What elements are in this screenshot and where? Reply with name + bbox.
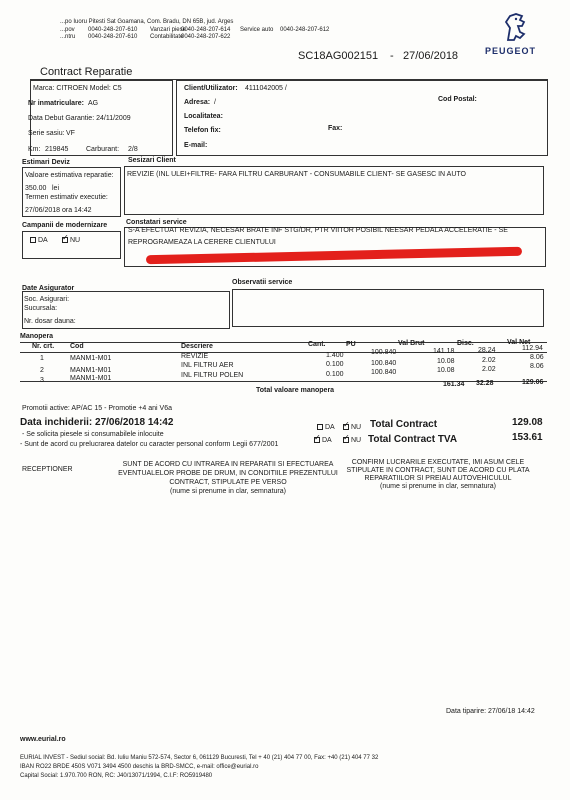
manopera-row3-cod: MANM1-M01 bbox=[70, 375, 112, 382]
manopera-header-pu: PU bbox=[346, 341, 356, 348]
manopera-total-disc: 32.28 bbox=[476, 380, 494, 387]
header-phone-2b: 0040-248-207-622 bbox=[181, 34, 231, 40]
manopera-total-brut: 161.34 bbox=[443, 381, 465, 388]
acord-reparatii-line1: SUNT DE ACORD CU INTRAREA IN REPARATII SI EFECTUAREA bbox=[122, 461, 334, 468]
client-localitatea-label: Localitatea: bbox=[184, 113, 223, 120]
page-title: Contract Reparatie bbox=[40, 66, 133, 78]
acord-da[interactable]: ✓DA bbox=[314, 437, 332, 445]
manopera-row2-disc: 2.02 bbox=[482, 357, 496, 364]
total-contract-value: 129.08 bbox=[512, 417, 543, 428]
header-phone-2a: 0040-248-207-614 bbox=[181, 27, 231, 33]
manopera-row1-disc: 28.24 bbox=[478, 347, 496, 354]
vehicle-serie-value: VF bbox=[66, 130, 75, 137]
document-number: SC18AG002151 bbox=[298, 50, 379, 62]
manopera-header-valnet: Val Net bbox=[507, 339, 531, 346]
client-id-value: 4111042005 / bbox=[245, 85, 287, 92]
vehicle-nr-label: Nr inmatriculare: bbox=[28, 100, 85, 107]
manopera-row1-desc: REVIZIE bbox=[181, 353, 209, 360]
document-number-sep: - bbox=[390, 50, 394, 62]
manopera-row1-nr: 1 bbox=[40, 355, 44, 362]
manopera-row2-desc: INL FILTRU AER bbox=[181, 362, 234, 369]
sesizari-text: REVIZIE (INL ULEI+FILTRE- FARA FILTRU CARBURANT - CONSUMABILE CLIENT- SE GASESC IN AUTO bbox=[127, 171, 466, 178]
manopera-header-cant: Cant. bbox=[308, 341, 326, 348]
vehicle-km-value: 219845 bbox=[45, 146, 69, 153]
vehicle-carburant-label: Carburant: bbox=[86, 146, 120, 153]
manopera-row1-brut: 141.18 bbox=[433, 348, 455, 355]
estimare-title: Estimari Deviz bbox=[22, 159, 70, 166]
constatari-title: Constatari service bbox=[126, 219, 187, 226]
data-inchiderii: Data inchiderii: 27/06/2018 14:42 bbox=[20, 417, 174, 428]
header-mid-label-2: Contabilitate bbox=[150, 34, 184, 40]
document-date: 27/06/2018 bbox=[403, 50, 459, 62]
company-line1: EURIAL INVEST - Sediul social: Bd. Iuliu Maniu 572-574, Sector 6, 061129 Bucuresti, Tel + 40 (21) 404 77 00, Fax: +40 (21) 404 77 32 bbox=[20, 755, 379, 761]
manopera-row2-nr: 2 bbox=[40, 367, 44, 374]
estimare-termen-label: Termen estimativ executie: bbox=[25, 194, 108, 201]
header-service-label: Service auto bbox=[240, 27, 274, 33]
header-phone-label-2: ...ntru bbox=[60, 34, 76, 40]
manopera-row3-cant: 0.100 bbox=[326, 371, 344, 378]
sesizari-title: Sesizari Client bbox=[128, 157, 176, 164]
client-adresa-label: Adresa: bbox=[184, 99, 211, 106]
company-line2: IBAN RO22 BRDE 450S V071 3494 4500 deschis la BRD-SMCC, e-mail: office@eurial.ro bbox=[20, 764, 259, 770]
manopera-header-descriere: Descriere bbox=[181, 343, 213, 350]
campanii-title: Campanii de modernizare bbox=[22, 222, 108, 229]
constatari-line1: S-A EFECTUAT REVIZIA, NECESAR BRATE INF STG/DR, PTR VIITOR POSIBIL NEESAR PEDALA ACCELERATIE - SE bbox=[128, 227, 508, 234]
confirm-lucrari-line3: REPARATIILOR SI PREIAU AUTOVEHICULUL bbox=[364, 475, 512, 482]
manopera-row3-nr: 3 bbox=[40, 377, 44, 384]
manopera-row1-cod: MANM1-M01 bbox=[70, 355, 112, 362]
header-mid-label-1: Vanzari piese bbox=[150, 27, 186, 33]
client-email-label: E-mail: bbox=[184, 142, 208, 149]
checkbox-icon bbox=[343, 424, 349, 430]
manopera-row2-net: 8.06 bbox=[530, 354, 544, 361]
total-contract-label: Total Contract bbox=[370, 419, 438, 430]
confirm-lucrari-line4: (nume si prenume in clar, semnatura) bbox=[380, 483, 496, 490]
manopera-row1-net: 112.94 bbox=[522, 345, 543, 352]
brand-logo-text: PEUGEOT bbox=[485, 46, 537, 56]
vehicle-km-label: Km: bbox=[28, 146, 41, 153]
data-tiparire: Data tiparire: 27/06/18 14:42 bbox=[446, 708, 535, 715]
asigurator-sucursala: Sucursala: bbox=[24, 305, 58, 312]
manopera-row3-disc: 2.02 bbox=[482, 366, 496, 373]
acord-reparatii-line3: CONTRACT, STIPULATE PE VERSO bbox=[169, 479, 287, 486]
manopera-row1-pu: 100.840 bbox=[371, 349, 397, 356]
asigurator-soc: Soc. Asigurari: bbox=[24, 296, 70, 303]
header-service-phone: 0040-248-207-612 bbox=[280, 27, 330, 33]
client-adresa-value: / bbox=[214, 99, 216, 106]
manopera-row3-brut: 10.08 bbox=[437, 367, 455, 374]
company-website[interactable]: www.eurial.ro bbox=[20, 736, 66, 743]
manopera-header-valbrut: Val Brut bbox=[398, 340, 425, 347]
estimare-line1: Valoare estimativa reparatie: bbox=[25, 172, 114, 179]
confirm-lucrari-line1: CONFIRM LUCRARILE EXECUTATE, IMI ASUM CELE bbox=[351, 459, 525, 466]
constatari-line2: REPROGRAMEAZA LA CERERE CLIENTULUI bbox=[128, 239, 276, 246]
acord-date-personale: - Sunt de acord cu prelucrarea datelor cu caracter personal conform Legii 677/2001 bbox=[20, 441, 279, 448]
asigurator-dauna: Nr. dosar dauna: bbox=[24, 318, 76, 325]
solicita-piese: - Se solicita piesele si consumabilele inlocuite bbox=[22, 431, 164, 438]
campanii-da[interactable]: DA bbox=[30, 237, 48, 245]
client-cod-postal-label: Cod Postal: bbox=[438, 96, 477, 103]
acord-nu[interactable]: ✓ NU bbox=[343, 437, 361, 445]
checkbox-icon bbox=[317, 424, 323, 430]
client-id-label: Client/Utilizator: bbox=[184, 85, 238, 92]
vehicle-data-debut: Data Debut Garantie: 24/11/2009 bbox=[28, 115, 131, 122]
checkbox-icon bbox=[62, 237, 68, 243]
header-phone-1b: 0040-248-207-610 bbox=[88, 34, 138, 40]
manopera-row2-cod: MANM1-M01 bbox=[70, 367, 112, 374]
vehicle-marca: Marca: CITROEN Model: C5 bbox=[33, 85, 122, 92]
solicita-nu[interactable]: ✓ NU bbox=[343, 424, 361, 432]
estimare-currency: lei bbox=[52, 185, 60, 192]
receptioner-label: RECEPTIONER bbox=[22, 466, 73, 473]
solicita-da[interactable]: DA bbox=[317, 424, 335, 432]
checkbox-icon bbox=[30, 237, 36, 243]
manopera-row1-cant: 1.400 bbox=[326, 352, 344, 359]
manopera-header-cod: Cod bbox=[70, 343, 84, 350]
client-fax-label: Fax: bbox=[328, 125, 343, 132]
manopera-header-disc: Disc. bbox=[457, 340, 474, 347]
header-address: ...po Iuoru Pitesti Sat Goamana, Com. Bradu, DN 65B, jud. Arges bbox=[60, 19, 234, 25]
acord-reparatii-line4: (nume si prenume in clar, semnatura) bbox=[170, 488, 286, 495]
manopera-header-nrcrt: Nr. crt. bbox=[32, 343, 55, 350]
checkbox-icon bbox=[314, 437, 320, 443]
manopera-row2-cant: 0.100 bbox=[326, 361, 344, 368]
client-telefon-label: Telefon fix: bbox=[184, 127, 221, 134]
manopera-total-net: 129.06 bbox=[522, 379, 544, 386]
manopera-row3-net: 8.06 bbox=[530, 363, 544, 370]
vehicle-serie-label: Serie sasiu: bbox=[28, 130, 65, 137]
manopera-row2-pu: 100.840 bbox=[371, 360, 397, 367]
checkbox-icon bbox=[343, 437, 349, 443]
total-contract-tva-label: Total Contract TVA bbox=[368, 434, 458, 445]
campanii-nu[interactable]: ✓ NU bbox=[62, 237, 80, 245]
observatii-title: Observatii service bbox=[232, 279, 293, 286]
header-phone-label-1: ...pov bbox=[60, 27, 75, 33]
manopera-row3-desc: INL FILTRU POLEN bbox=[181, 372, 244, 379]
company-line3: Capital Social: 1.970.700 RON, RC: J40/13071/1994, C.I.F: RO5919480 bbox=[20, 773, 213, 779]
manopera-row2-brut: 10.08 bbox=[437, 358, 455, 365]
vehicle-nr-value: AG bbox=[88, 100, 99, 107]
confirm-lucrari-line2: STIPULATE IN CONTRACT, SUNT DE ACORD CU PLATA bbox=[346, 467, 530, 474]
manopera-row3-pu: 100.840 bbox=[371, 369, 397, 376]
acord-reparatii-line2: EVENTUALELOR PROBE DE DRUM, IN CONDITIILE PREZENTULUI bbox=[118, 470, 338, 477]
vehicle-carburant-value: 2/8 bbox=[128, 146, 138, 153]
peugeot-lion-icon bbox=[496, 10, 536, 44]
asigurator-title: Date Asigurator bbox=[22, 285, 75, 292]
total-contract-tva-value: 153.61 bbox=[512, 432, 543, 443]
promotii-active: Promotii active: AP/AC 15 - Promotie +4 ani V6a bbox=[22, 405, 172, 412]
estimare-termen-value: 27/06/2018 ora 14:42 bbox=[25, 207, 92, 214]
manopera-title: Manopera bbox=[20, 333, 54, 340]
header-phone-1a: 0040-248-207-610 bbox=[88, 27, 138, 33]
estimare-amount: 350.00 bbox=[25, 185, 47, 192]
manopera-total-label: Total valoare manopera bbox=[256, 387, 335, 394]
